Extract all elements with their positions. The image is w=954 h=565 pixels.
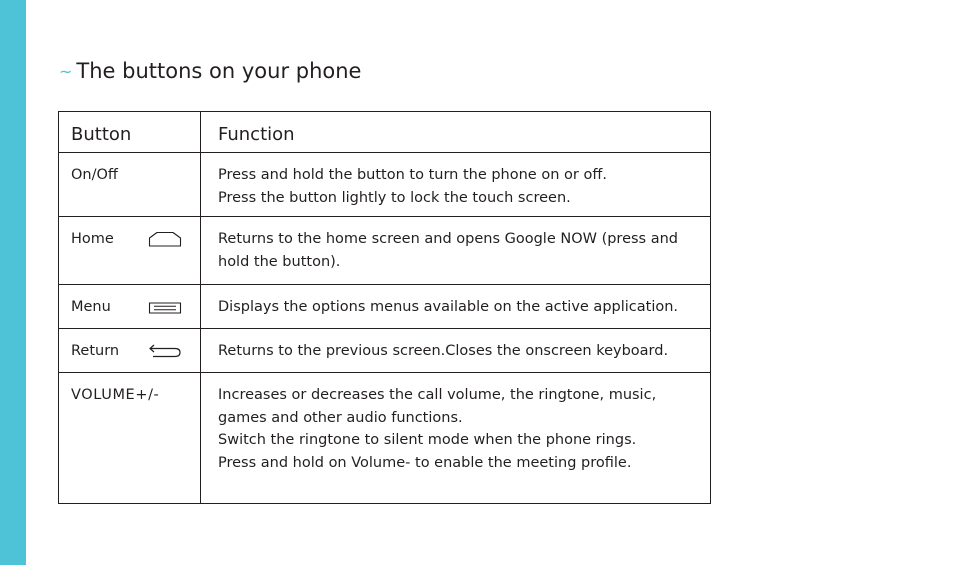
function-text: Increases or decreases the call volume, the ringtone, music, games and other audio functions. (218, 387, 657, 426)
table-row (59, 217, 711, 285)
column-header-button: Button (59, 112, 201, 153)
button-name: Return (71, 343, 120, 359)
home-icon (148, 231, 182, 247)
function-text: Returns to the home screen and opens Google NOW (press and hold the button). (218, 231, 678, 270)
table-row (59, 285, 711, 329)
side-accent-bar (0, 0, 26, 565)
table-row (59, 373, 711, 504)
button-name-cell (59, 373, 201, 504)
function-cell (201, 285, 711, 329)
function-text: Press and hold the button to turn the phone on or off. (218, 167, 607, 183)
button-name: Home (71, 231, 114, 247)
button-name-cell (59, 329, 201, 373)
table-header-row (59, 112, 711, 153)
return-icon (148, 344, 182, 360)
button-name: Menu (71, 299, 111, 315)
column-header-function: Function (201, 112, 711, 153)
button-name: On/Off (71, 167, 118, 183)
function-text: Press and hold on Volume- to enable the meeting profile. (218, 454, 632, 471)
button-name-cell (59, 153, 201, 217)
function-cell (201, 373, 711, 504)
function-cell (201, 153, 711, 217)
button-name-cell (59, 285, 201, 329)
function-cell (201, 217, 711, 285)
function-text: Displays the options menus available on the active application. (218, 299, 679, 315)
button-name-cell (59, 217, 201, 285)
button-name: VOLUME+/- (71, 387, 160, 403)
function-text: Press the button lightly to lock the touch screen. (218, 189, 571, 206)
heading-marker: ~ (59, 62, 73, 81)
buttons-table (58, 111, 711, 504)
heading-text: The buttons on your phone (76, 59, 362, 83)
section-heading (59, 57, 361, 87)
function-text: Switch the ringtone to silent mode when the phone rings. (218, 432, 637, 448)
menu-icon (148, 301, 182, 317)
function-text: Returns to the previous screen.Closes the onscreen keyboard. (218, 343, 669, 359)
table-row (59, 153, 711, 217)
function-cell (201, 329, 711, 373)
table-row (59, 329, 711, 373)
